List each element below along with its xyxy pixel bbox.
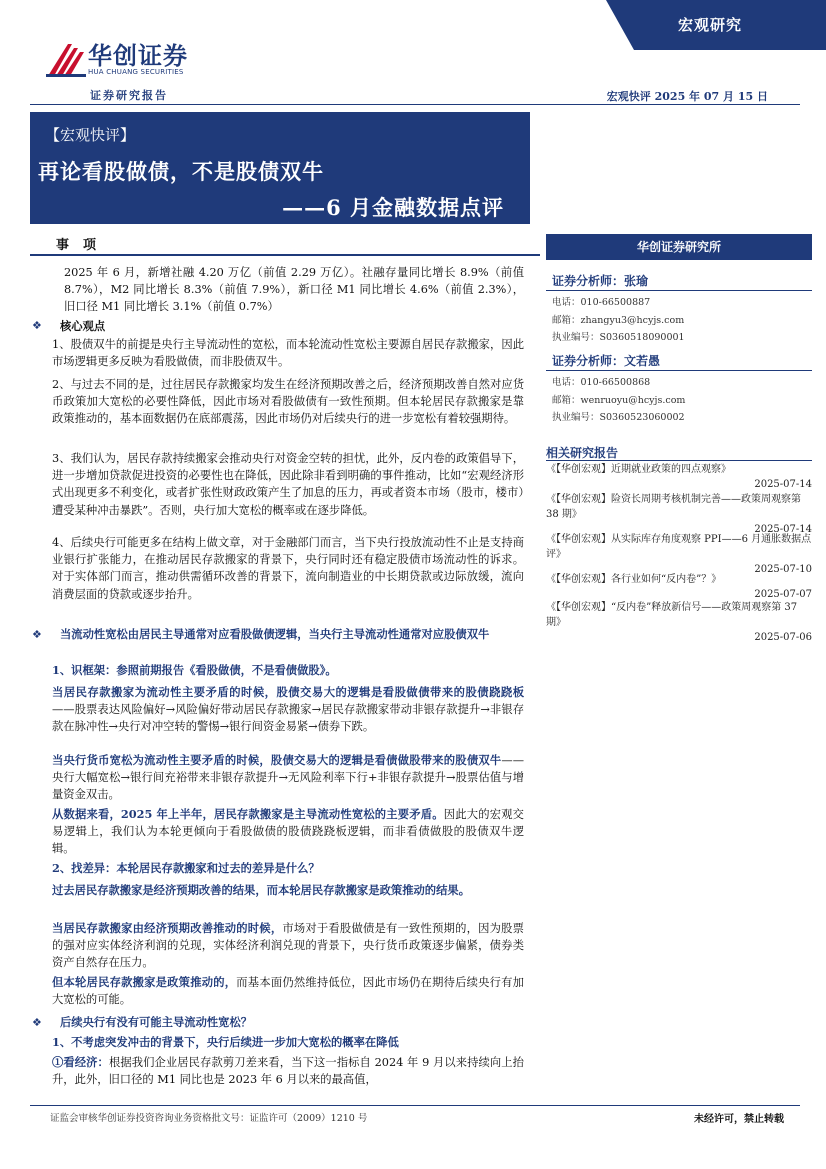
analyst-1-email[interactable]: 邮箱：zhangyu3@hcyjs.com (552, 314, 685, 326)
framework-paragraph-c (52, 806, 524, 858)
difference-paragraph-a: 过去居民存款搬家是经济预期改善的结果，而本轮居民存款搬家是政策推动的结果。 (52, 883, 470, 897)
outlook-a-text: 根据我们企业居民存款剪刀差来看，当下这一指标自 2024 年 9 月以来持续向上抬升，此外，旧口径的 M1 同比也是 2023 年 6 月以来的最高值， (52, 1056, 524, 1087)
framework-paragraph-b (52, 752, 524, 804)
bullet-diamond-icon: ❖ (32, 628, 42, 641)
report-type: 证券研究报告 (90, 89, 168, 102)
difference-paragraph-c (52, 974, 524, 1008)
framework-c-lead: 从数据来看，2025 年上半年，居民存款搬家是主导流动性宽松的主要矛盾。 (52, 807, 444, 821)
analyst-1-license: 执业编号：S0360518090001 (552, 332, 685, 343)
difference-c-text: 而基本面仍然维持低位，因此市场仍在期待后续央行有加大宽松的可能。 (52, 976, 524, 1007)
difference-b-text: 市场对于看股做债是有一致性预期的，因为股票的强对应实体经济利润的兑现，实体经济利润兑现的背景下，央行货币政策逐步偏紧，债券类资产自然存在压力。 (52, 922, 524, 970)
outlook-paragraph-a (52, 1054, 524, 1088)
bullet-diamond-icon: ❖ (32, 1016, 42, 1029)
difference-heading: 2、找差异：本轮居民存款搬家和过去的差异是什么？ (52, 861, 320, 875)
analyst-1-name: 证券分析师：张瑜 (552, 274, 649, 288)
sidebar-institute: 华创证券研究所 (546, 234, 812, 260)
outlook-heading: 1、不考虑突发冲击的背景下，央行后续进一步加大宽松的概率在降低 (52, 1035, 399, 1049)
core-point-2: 2、与过去不同的是，过往居民存款搬家均发生在经济预期改善之后，经济预期改善自然对应货币政策加大宽松的必要性降低，因此市场对看股做债有一致性预期。但本轮居民存款搬家是靠政策推动的，基本面数据仍在底部震荡，因此市场仍对后续央行的进一步宽松有着较强期待。 (52, 378, 524, 426)
sidebar-divider (546, 370, 812, 371)
framework-a-text: ——股票表达风险偏好→风险偏好带动居民存款搬家→居民存款搬家带动非银存款提升→非银存款在脉冲性→央行对冲空转的警惕→银行间资金易紧→债券下跌。 (52, 703, 524, 734)
related-report-item[interactable] (546, 462, 812, 492)
sidebar-divider (546, 290, 812, 291)
framework-b-lead: 当央行货币宽松为流动性主要矛盾的时候，股债交易大的逻辑是看债做股带来的股债双牛 (52, 753, 502, 767)
core-point-3: 3、我们认为，居民存款持续搬家会推动央行对资金空转的担忧，此外，反内卷的政策倡导下，进一步增加贷款促进投资的必要性也在降低，因此除非看到明确的事件推动，比如“宏观经济形式出现更多不利变化，或者扩张性财政政策产生了加息的压力，再或者资本市场（股市，楼市）遭受某种冲击暴跌”。否则，央行加大宽松的概率或在逐步降低。 (52, 452, 524, 517)
related-report-date: 2025-07-10 (754, 564, 812, 575)
related-report-item[interactable] (546, 532, 812, 577)
title-banner (30, 112, 530, 224)
core-label: 核心观点 (60, 319, 106, 333)
difference-c-lead: 但本轮居民存款搬家是政策推动的， (52, 975, 237, 989)
report-tag: 【宏观快评】 (45, 126, 136, 144)
difference-b-lead: 当居民存款搬家由经济预期改善推动的时候， (52, 921, 283, 935)
related-report-title[interactable]: 《【华创宏观】“反内卷”释放新信号——政策周观察第 37 期》 (546, 602, 798, 628)
related-report-date: 2025-07-06 (754, 632, 812, 643)
header-divider (30, 104, 800, 105)
footer-license: 证监会审核华创证券投资咨询业务资格批文号：证监许可（2009）1210 号 (50, 1113, 368, 1124)
core-point-1: 1、股债双牛的前提是央行主导流动性的宽松，而本轮流动性宽松主要源自居民存款搬家，因此市场逻辑更多反映为看股做债，而非股债双牛。 (52, 338, 524, 369)
framework-paragraph-a (52, 684, 524, 736)
analyst-2-license: 执业编号：S0360523060002 (552, 412, 685, 423)
logo-en-text: HUA CHUANG SECURITIES (88, 68, 184, 76)
difference-paragraph-b (52, 920, 524, 972)
section-heading-label: 事项 (56, 238, 111, 253)
corner-label: 宏观研究 (677, 16, 742, 34)
core-point-4: 4、后续央行可能更多在结构上做文章，对于金融部门而言，当下央行投放流动性不止是支持商业银行扩张能力，在推动居民存款搬家的背景下，央行同时还有稳定股债市场流动性的诉求。对于实体部门而言，推动供需循环改善的背景下，流向制造业的中长期贷款或边际放缓，流向消费层面的贷款或逐步抬升。 (52, 536, 524, 601)
analyst-2-name: 证券分析师：文若愚 (552, 354, 661, 368)
related-report-title[interactable]: 《【华创宏观】近期就业政策的四点观察》 (546, 464, 731, 475)
framework-b-text: ——央行大幅宽松→银行间充裕带来非银存款提升→无风险利率下行+非银存款提升→股票估值与增量资金双击。 (52, 754, 524, 802)
event-text: 2025 年 6 月，新增社融 4.20 万亿（前值 2.29 万亿）。社融存量同比增长 8.9%（前值 8.7%），M2 同比增长 8.3%（前值 7.9%），新口径 M1 同比增长 4.6%（前值 2.3%），旧口径 M1 同比增长 3.1%（前值 0.7%） (64, 266, 524, 314)
related-report-item[interactable] (546, 492, 812, 537)
footer-copyright: 未经许可，禁止转载 (694, 1114, 784, 1125)
related-report-title[interactable]: 《【华创宏观】险资长周期考核机制完善——政策周观察第 38 期》 (546, 494, 801, 520)
sidebar-divider (546, 460, 812, 461)
section-3-heading: 后续央行有没有可能主导流动性宽松？ (60, 1015, 253, 1029)
section-2-heading: 当流动性宽松由居民主导通常对应看股做债逻辑，当央行主导流动性通常对应股债双牛 (60, 627, 490, 641)
outlook-a-lead: ①看经济： (52, 1055, 109, 1069)
framework-c-text: 因此大的宏观交易逻辑上，我们认为本轮更倾向于看股做债的股债跷跷板逻辑，而非看债做股的股债双牛逻辑。 (52, 808, 524, 856)
footer-divider (30, 1105, 800, 1106)
bullet-diamond-icon: ❖ (32, 319, 42, 332)
related-report-title[interactable]: 《【华创宏观】从实际库存角度观察 PPI——6 月通胀数据点评》 (546, 534, 812, 560)
page-title: 再论看股做债，不是股债双牛 (38, 159, 324, 184)
analyst-1-info (552, 294, 685, 347)
related-report-item[interactable] (546, 600, 812, 645)
analyst-2-info (552, 374, 685, 427)
framework-heading: 1、识框架：参照前期报告《看股做债，不是看债做股》。 (52, 663, 337, 677)
related-report-date: 2025-07-14 (754, 479, 812, 490)
analyst-2-email[interactable]: 邮箱：wenruoyu@hcyjs.com (552, 394, 686, 406)
logo-cn-text: 华创证券 (88, 42, 188, 70)
report-meta: 宏观快评 2025 年 07 月 15 日 (606, 90, 768, 103)
analyst-2-phone: 电话：010-66500868 (552, 377, 651, 388)
related-report-title[interactable]: 《【华创宏观】各行业如何“反内卷”？》 (546, 574, 722, 585)
analyst-1-phone: 电话：010-66500887 (552, 297, 651, 308)
related-report-date: 2025-07-07 (754, 589, 812, 600)
section-heading (30, 232, 540, 256)
related-report-date: 2025-07-14 (754, 524, 812, 535)
framework-a-lead: 当居民存款搬家为流动性主要矛盾的时候，股债交易大的逻辑是看股做债带来的股债跷跷板 (52, 685, 524, 699)
related-reports-heading: 相关研究报告 (546, 446, 619, 460)
related-report-item[interactable] (546, 572, 812, 602)
page-subtitle: ——6 月金融数据点评 (282, 195, 504, 220)
